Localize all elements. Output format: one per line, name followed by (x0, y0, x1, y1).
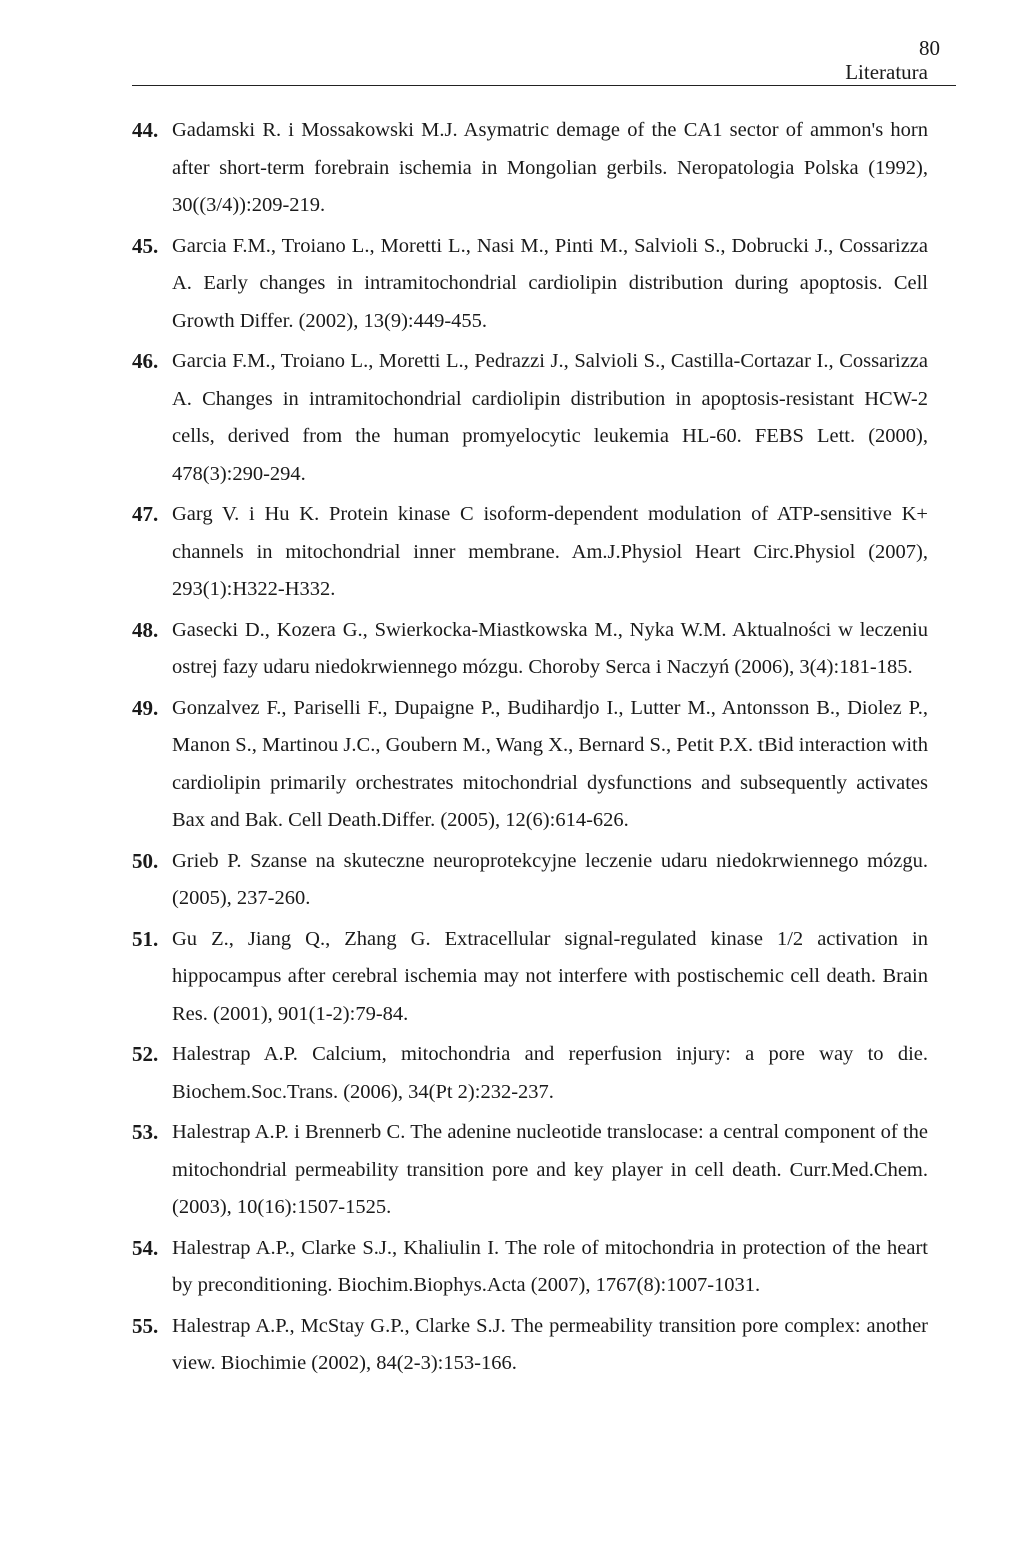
reference-number: 51. (132, 926, 159, 951)
reference-number: 49. (132, 695, 159, 720)
reference-item (132, 921, 928, 1034)
reference-text: Gasecki D., Kozera G., Swierkocka-Miastkowska M., Nyka W.M. Aktualności w leczeniu ostrej fazy udaru niedokrwiennego mózgu. Choroby Serca i Naczyń (2006), 3(4):181-185. (172, 618, 928, 678)
reference-number: 44. (132, 118, 159, 142)
page-number: 80 (919, 36, 940, 60)
reference-number: 45. (132, 233, 159, 258)
reference-text: Gonzalvez F., Pariselli F., Dupaigne P., Budihardjo I., Lutter M., Antonsson B., Diolez P., Manon S., Martinou J.C., Goubern M., Wang X., Bernard S., Petit P.X. tBid interaction with cardiolipin primarily orchestrates mitochondrial dysfunctions and subsequently activates Bax and Bak. Cell Death.Differ. (2005), 12(6):614-626. (172, 696, 928, 831)
reference-number: 48. (132, 617, 159, 642)
reference-text: Garg V. i Hu K. Protein kinase C isoform-dependent modulation of ATP-sensitive K+ channels in mitochondrial inner membrane. Am.J.Physiol Heart Circ.Physiol (2007), 293(1):H322-H332. (172, 503, 928, 600)
reference-text: Gadamski R. i Mossakowski M.J. Asymatric demage of the CA1 sector of ammon's horn after short-term forebrain ischemia in Mongolian gerbils. Neropatologia Polska (1992), 30((3/4)):209-219. (172, 119, 928, 216)
reference-text: Halestrap A.P., Clarke S.J., Khaliulin I. The role of mitochondria in protection of the heart by preconditioning. Biochim.Biophys.Acta (2007), 1767(8):1007-1031. (172, 1236, 928, 1296)
header-rule (132, 85, 956, 86)
reference-item (132, 1114, 928, 1227)
reference-number: 55. (132, 1313, 159, 1338)
reference-item (132, 1036, 928, 1111)
reference-number: 52. (132, 1042, 159, 1066)
reference-text: Garcia F.M., Troiano L., Moretti L., Pedrazzi J., Salvioli S., Castilla-Cortazar I., Cossarizza A. Changes in intramitochondrial cardiolipin distribution in apoptosis-resistant HCW-2 cells, derived from the human promyelocytic leukemia HL-60. FEBS Lett. (2000), 478(3):290-294. (172, 350, 928, 485)
reference-item (132, 112, 928, 225)
reference-item (132, 612, 928, 687)
running-head: Literatura (845, 60, 928, 84)
reference-text: Halestrap A.P. i Brennerb C. The adenine nucleotide translocase: a central component of the mitochondrial permeability transition pore and key player in cell death. Curr.Med.Chem. (2003), 10(16):1507-1525. (172, 1121, 928, 1218)
reference-item (132, 228, 928, 341)
reference-item (132, 690, 928, 840)
reference-item (132, 1230, 928, 1305)
reference-text: Halestrap A.P., McStay G.P., Clarke S.J. The permeability transition pore complex: another view. Biochimie (2002), 84(2-3):153-166. (172, 1314, 928, 1374)
reference-number: 47. (132, 502, 159, 526)
reference-item (132, 843, 928, 918)
reference-number: 54. (132, 1235, 159, 1260)
reference-item (132, 343, 928, 493)
reference-item (132, 496, 928, 609)
reference-number: 46. (132, 349, 159, 373)
reference-number: 50. (132, 848, 159, 873)
reference-text: Garcia F.M., Troiano L., Moretti L., Nasi M., Pinti M., Salvioli S., Dobrucki J., Cossarizza A. Early changes in intramitochondrial cardiolipin distribution during apoptosis. Cell Growth Differ. (2002), 13(9):449-455. (172, 234, 928, 332)
reference-text: Grieb P. Szanse na skuteczne neuroprotekcyjne leczenie udaru niedokrwiennego mózgu. (2005), 237-260. (172, 849, 928, 909)
reference-text: Halestrap A.P. Calcium, mitochondria and reperfusion injury: a pore way to die. Biochem.Soc.Trans. (2006), 34(Pt 2):232-237. (172, 1043, 928, 1103)
reference-text: Gu Z., Jiang Q., Zhang G. Extracellular signal-regulated kinase 1/2 activation in hippocampus after cerebral ischemia may not interfere with postischemic cell death. Brain Res. (2001), 901(1-2):79-84. (172, 927, 928, 1025)
reference-number: 53. (132, 1120, 159, 1144)
reference-list (132, 112, 928, 1386)
reference-item (132, 1308, 928, 1383)
